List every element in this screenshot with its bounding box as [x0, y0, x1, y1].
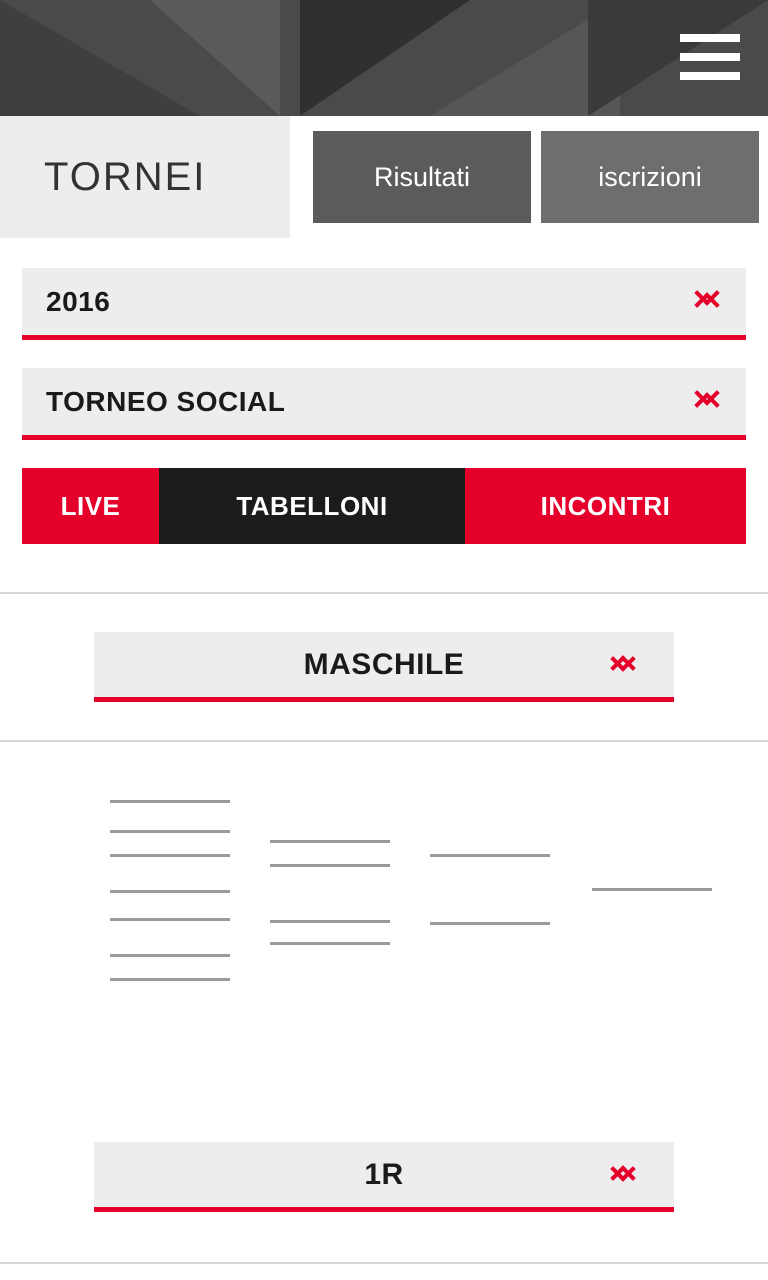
page-title: TORNEI: [44, 154, 207, 199]
bracket-line: [270, 942, 390, 945]
category-select-wrapper: [94, 632, 674, 702]
tournament-select-wrapper: [22, 368, 746, 440]
tournament-bracket: [0, 742, 768, 1142]
round-select-value: 1R: [364, 1157, 404, 1191]
hamburger-bar: [680, 72, 740, 80]
year-select-value: 2016: [46, 285, 111, 317]
spacer: [0, 340, 768, 368]
tournament-select[interactable]: [22, 368, 746, 440]
chevron-updown-icon: [612, 1160, 638, 1194]
divider: [0, 1262, 768, 1264]
hamburger-bar: [680, 53, 740, 61]
hamburger-bar: [680, 34, 740, 42]
category-select-value: MASCHILE: [303, 647, 465, 681]
round-select[interactable]: [94, 1142, 674, 1212]
bracket-line: [270, 920, 390, 923]
bracket-line: [110, 830, 230, 833]
header-banner: [0, 0, 768, 116]
category-select[interactable]: [94, 632, 674, 702]
year-select[interactable]: [22, 268, 746, 340]
round-select-wrapper: [94, 1142, 674, 1212]
year-select-wrapper: [22, 268, 746, 340]
bracket-line: [270, 864, 390, 867]
bracket-line: [270, 840, 390, 843]
chevron-updown-icon: [612, 650, 638, 684]
chevron-updown-icon: [696, 385, 722, 419]
header-tabs: [313, 131, 759, 223]
nav-item-incontri[interactable]: INCONTRI: [465, 468, 746, 544]
spacer: [0, 238, 768, 268]
tab-risultati[interactable]: Risultati: [313, 131, 531, 223]
bracket-line: [110, 954, 230, 957]
bracket-line: [430, 854, 550, 857]
nav-item-tabelloni[interactable]: TABELLONI: [159, 468, 465, 544]
bracket-line: [110, 854, 230, 857]
divider: [0, 592, 768, 594]
hamburger-menu-icon[interactable]: [680, 34, 740, 80]
section-nav: [22, 468, 746, 544]
tournament-select-value: TORNEO SOCIAL: [46, 385, 286, 417]
chevron-updown-icon: [696, 285, 722, 319]
bracket-line: [592, 888, 712, 891]
spacer: [0, 440, 768, 468]
bracket-line: [110, 978, 230, 981]
bracket-line: [430, 922, 550, 925]
bracket-line: [110, 800, 230, 803]
banner-facet: [588, 0, 768, 116]
bracket-line: [110, 918, 230, 921]
tab-iscrizioni[interactable]: iscrizioni: [541, 131, 759, 223]
nav-item-live[interactable]: LIVE: [22, 468, 159, 544]
bracket-line: [110, 890, 230, 893]
banner-facet: [150, 0, 280, 116]
